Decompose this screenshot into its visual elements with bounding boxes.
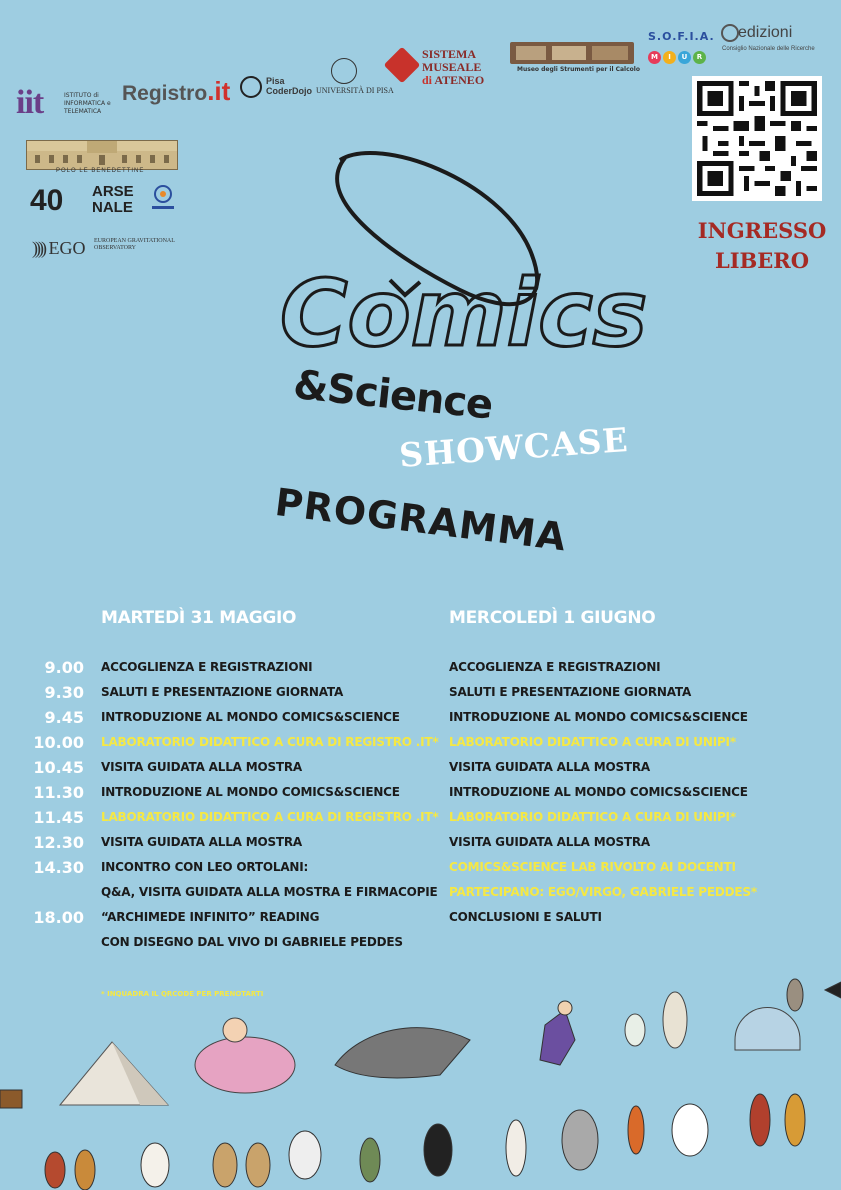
schedule-item: VISITA GUIDATA ALLA MOSTRA [101,835,303,849]
time-slot: 18.00 [33,908,84,927]
animal-illustration [625,1014,645,1046]
time-slot: 9.45 [44,708,84,727]
schedule-item: LABORATORIO DIDATTICO A CURA DI UNIPI* [449,735,736,749]
schedule-item: LABORATORIO DIDATTICO A CURA DI REGISTRO .IT* [101,735,439,749]
schedule-item: LABORATORIO DIDATTICO A CURA DI UNIPI* [449,810,736,824]
polo-benedettine-logo: POLO LE BENEDETTINE [56,168,145,174]
character-figure [785,1094,805,1146]
programma-heading: PROGRAMMA [272,480,570,560]
schedule-item: INCONTRO CON LEO ORTOLANI: [101,860,309,874]
schedule-item: INTRODUZIONE AL MONDO COMICS&SCIENCE [449,710,748,724]
schedule-item: VISITA GUIDATA ALLA MOSTRA [449,835,651,849]
character-figure [562,1110,598,1170]
dome-illustration [735,1008,800,1051]
iit-logo-mark: iit [16,84,44,121]
time-slot: 11.30 [33,783,84,802]
schedule-item: ACCOGLIENZA E REGISTRAZIONI [449,660,661,674]
schedule-item: INTRODUZIONE AL MONDO COMICS&SCIENCE [101,710,400,724]
running-woman-illustration [540,1010,575,1065]
science-word: &Science [291,362,495,429]
time-slot [20,932,84,957]
schedule-item: INTRODUZIONE AL MONDO COMICS&SCIENCE [101,785,400,799]
sofia-logo: S.O.F.I.A. [648,30,715,43]
time-slot: 9.30 [44,683,84,702]
arsenale-logo [92,184,134,216]
character-head [558,1001,572,1015]
iit-logo-text: ISTITUTO di INFORMATICA e TELEMATICA [64,92,111,115]
registro-logo-suffix: .it [207,76,231,106]
character-figure [360,1138,380,1182]
character-figure [246,1143,270,1187]
museo-strumenti-graphic [510,42,634,64]
day2-heading: MERCOLEDÌ 1 GIUGNO [449,608,656,628]
qr-code[interactable] [692,76,822,201]
arsenale-number: 40 [30,184,64,217]
character-figure [289,1131,321,1179]
schedule-item: Q&A, VISITA GUIDATA ALLA MOSTRA E FIRMACOPIE [101,885,438,899]
time-slot: 10.00 [33,733,84,752]
ego-waves-icon: )))) [32,238,44,258]
coderdojo-icon [240,76,262,98]
miur-letter: R [693,51,706,64]
day1-heading: MARTEDÌ 31 MAGGIO [101,608,297,628]
museo-strumenti-logo: Museo degli Strumenti per il Calcolo [517,66,640,73]
miur-logo [648,44,708,64]
schedule-item: SALUTI E PRESENTAZIONE GIORNATA [449,685,692,699]
registro-it-logo [122,76,230,107]
showcase-word: SHOWCASE [398,419,630,475]
character-figure [825,982,841,998]
schedule-item: LABORATORIO DIDATTICO A CURA DI REGISTRO .IT* [101,810,439,824]
schedule-item: ACCOGLIENZA E REGISTRAZIONI [101,660,313,674]
character-figure [672,1104,708,1156]
schedule-item: CON DISEGNO DAL VIVO DI GABRIELE PEDDES [101,935,403,949]
schedule-item: PARTECIPANO: EGO/VIRGO, GABRIELE PEDDES* [449,885,757,899]
time-slot: 10.45 [33,758,84,777]
sled-characters-illustration [195,1037,295,1093]
coderdojo-line2: CoderDojo [266,86,312,96]
time-slot: 11.45 [33,808,84,827]
sistema-museale-icon [384,47,421,84]
schedule-item: VISITA GUIDATA ALLA MOSTRA [101,760,303,774]
polo-benedettine-image [26,140,178,170]
comic-characters-illustration [0,980,841,1190]
registro-logo-main: Registro [122,82,208,105]
time-slot: 9.00 [44,658,84,677]
unipi-seal-icon [331,58,357,84]
animal-illustration [663,992,687,1048]
miur-letter: U [678,51,691,64]
schedule-item: COMICS&SCIENCE LAB RIVOLTO AI DOCENTI [449,860,736,874]
free-entrance-label [694,216,830,276]
flying-scientist-illustration [335,1028,470,1078]
cnr-icon [721,24,739,42]
coderdojo-logo [266,76,312,96]
ego-logo [32,238,85,259]
schedule-item: VISITA GUIDATA ALLA MOSTRA [449,760,651,774]
entrance-line1: INGRESSO [697,218,827,243]
character-figure [213,1143,237,1187]
comics-title-graphic [270,140,648,380]
ego-name: EGO [48,238,86,258]
character-figure [787,979,803,1011]
time-slot [20,882,84,907]
unipi-logo: UNIVERSITÀ DI PISA [316,86,394,95]
sistema-museale-ateneo: ATENEO [434,73,485,87]
miur-letter: M [648,51,661,64]
book-illustration [0,1090,22,1108]
booking-note: * INQUADRA IL QRCODE PER PRENOTARTI [101,990,264,998]
day2-schedule [449,657,829,932]
entrance-line2: LIBERO [714,248,810,273]
day1-schedule [101,657,441,957]
sistema-museale-line1: SISTEMA [422,47,477,61]
character-figure [141,1143,169,1187]
fondazione-icon [148,182,178,212]
cnr-subtitle: Consiglio Nazionale delle Ricerche [722,46,815,52]
coderdojo-line1: Pisa [266,76,285,86]
character-figure [75,1150,95,1190]
polo-building-graphic [27,141,177,169]
cnr-edizioni-logo: edizioni [738,24,793,41]
character-figure [628,1106,644,1154]
time-slot: 12.30 [33,833,84,852]
schedule-item: “ARCHIMEDE INFINITO” READING [101,910,320,924]
time-slot: 14.30 [33,858,84,877]
schedule-times [20,657,84,957]
character-figure [750,1094,770,1146]
character-head [223,1018,247,1042]
schedule-item: INTRODUZIONE AL MONDO COMICS&SCIENCE [449,785,748,799]
character-figure [424,1124,452,1176]
schedule-item: CONCLUSIONI E SALUTI [449,910,602,924]
sistema-museale-line2: MUSEALE [422,60,482,74]
sistema-museale-logo [422,48,484,87]
schedule-item: SALUTI E PRESENTAZIONE GIORNATA [101,685,344,699]
sistema-museale-di: di [422,73,433,87]
museo-strumenti-icon [510,42,634,64]
arsenale-line2: NALE [92,199,133,216]
miur-letter: I [663,51,676,64]
ego-subtitle: EUROPEAN GRAVITATIONAL OBSERVATORY [94,238,175,251]
comics-word: Comics [280,260,648,367]
character-figure [506,1120,526,1176]
arsenale-line1: ARSE [92,183,134,200]
character-figure [45,1152,65,1188]
